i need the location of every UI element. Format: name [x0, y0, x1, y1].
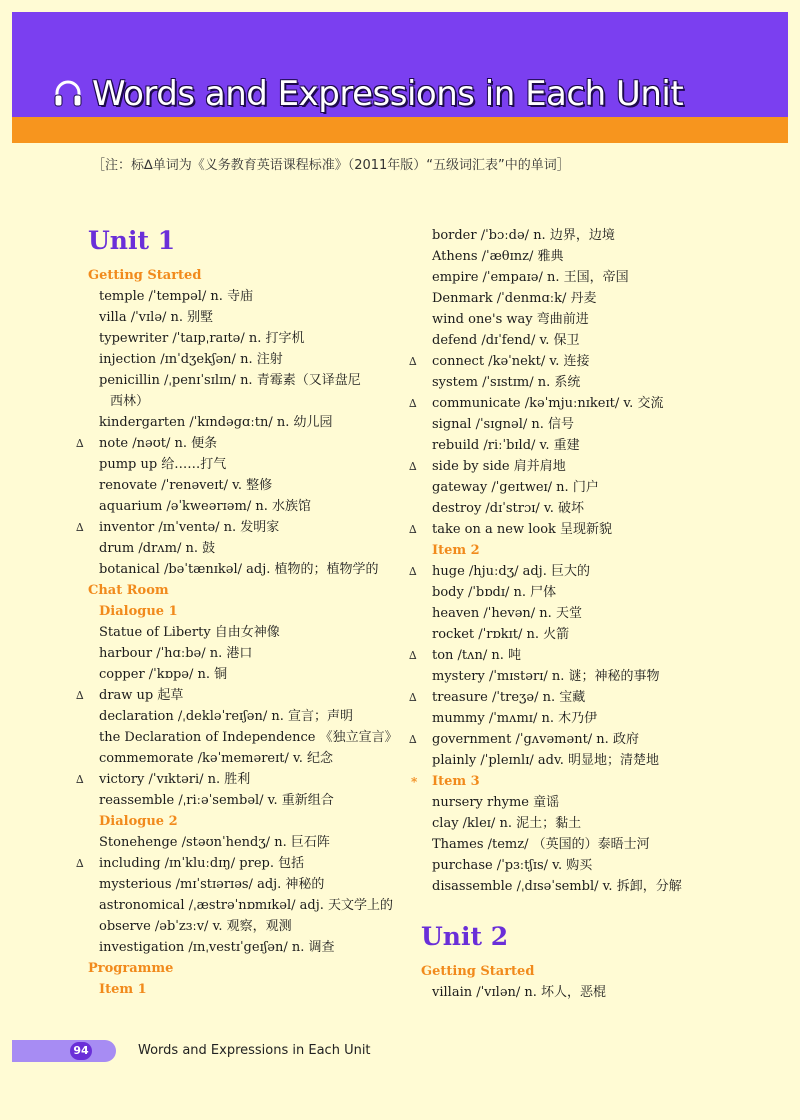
entry-text: typewriter /ˈtaɪpˌraɪtə/ n. 打字机 [99, 331, 305, 346]
entry-text: nursery rhyme 童谣 [432, 795, 560, 810]
entry-text: rocket /ˈrɒkɪt/ n. 火箭 [432, 627, 570, 642]
section-heading [421, 962, 534, 982]
entry-text: government /ˈgʌvəmənt/ n. 政府 [432, 732, 639, 747]
vocab-entry [88, 560, 379, 580]
headphones-icon [52, 78, 84, 110]
vocab-entry [88, 497, 311, 517]
vocab-entry [421, 625, 569, 645]
vocab-entry [88, 938, 334, 958]
footer-text: Words and Expressions in Each Unit [138, 1043, 371, 1058]
entry-text: the Declaration of Independence 《独立宣言》 [99, 730, 398, 745]
entry-text: kindergarten /ˈkɪndəgɑːtn/ n. 幼儿园 [99, 415, 333, 430]
vocab-entry [88, 308, 213, 328]
vocab-entry [421, 877, 682, 897]
entry-text: penicillin /ˌpenɪˈsɪlɪn/ n. 青霉素（又译盘尼 [99, 373, 361, 388]
vocab-entry [409, 457, 566, 477]
vocab-entry [88, 539, 215, 559]
triangle-mark-icon: ∆ [409, 565, 417, 578]
entry-text: ton /tʌn/ n. 吨 [432, 648, 522, 663]
triangle-mark-icon: ∆ [76, 773, 84, 786]
vocab-entry [421, 751, 659, 771]
entry-text: disassemble /ˌdɪsəˈsembl/ v. 拆卸，分解 [432, 879, 682, 894]
entry-text: Item 2 [432, 543, 480, 558]
vocab-entry [88, 875, 324, 895]
entry-text: victory /ˈvɪktəri/ n. 胜利 [99, 772, 251, 787]
entry-text: plainly /ˈpleɪnlɪ/ adv. 明显地；清楚地 [432, 753, 660, 768]
vocab-entry [88, 665, 227, 685]
vocab-entry [88, 728, 398, 748]
vocab-entry [409, 646, 522, 666]
vocab-entry [421, 583, 556, 603]
vocab-entry [88, 392, 149, 412]
entry-text: Item 3 [432, 774, 480, 789]
triangle-mark-icon: ∆ [76, 689, 84, 702]
vocab-entry [88, 329, 305, 349]
subsection-heading [88, 602, 178, 622]
vocab-entry [409, 730, 639, 750]
entry-text: Item 1 [99, 982, 147, 997]
vocab-entry [421, 373, 580, 393]
vocab-entry [88, 644, 252, 664]
triangle-mark-icon: ∆ [409, 733, 417, 746]
vocab-entry [88, 350, 283, 370]
vocab-entry [421, 814, 581, 834]
entry-text: wind one's way 弯曲前进 [432, 312, 589, 327]
vocab-entry [421, 604, 582, 624]
entry-text: Stonehenge /stəʊnˈhendʒ/ n. 巨石阵 [99, 835, 330, 850]
vocab-entry [88, 623, 280, 643]
vocab-entry [88, 455, 226, 475]
vocab-entry [76, 854, 305, 874]
entry-text: Programme [88, 961, 174, 976]
entry-text: Unit 1 [88, 226, 176, 255]
triangle-mark-icon: ∆ [76, 521, 84, 534]
entry-text: reassemble /ˌriːəˈsembəl/ v. 重新组合 [99, 793, 334, 808]
entry-text: Denmark /ˈdenmɑːk/ 丹麦 [432, 291, 597, 306]
section-heading [88, 959, 173, 979]
page-number: 94 [70, 1042, 92, 1060]
triangle-mark-icon: ∆ [409, 397, 417, 410]
entry-text: mystery /ˈmɪstərɪ/ n. 谜；神秘的事物 [432, 669, 660, 684]
section-heading [88, 266, 201, 286]
vocab-entry [421, 793, 559, 813]
vocab-entry [88, 476, 272, 496]
vocab-entry [421, 499, 584, 519]
entry-text: treasure /ˈtreʒə/ n. 宝藏 [432, 690, 586, 705]
entry-text: Dialogue 2 [99, 814, 178, 829]
triangle-mark-icon: ∆ [409, 355, 417, 368]
section-heading [88, 581, 169, 601]
entry-text: defend /dɪˈfend/ v. 保卫 [432, 333, 580, 348]
entry-text: heaven /ˈhevən/ n. 天堂 [432, 606, 582, 621]
entry-text: mummy /ˈmʌmɪ/ n. 木乃伊 [432, 711, 598, 726]
vocab-entry [88, 833, 330, 853]
entry-text: commemorate /kəˈmeməreɪt/ v. 纪念 [99, 751, 334, 766]
vocab-entry [88, 917, 292, 937]
entry-text: rebuild /riːˈbɪld/ v. 重建 [432, 438, 580, 453]
entry-text: Getting Started [421, 964, 535, 979]
entry-text: Dialogue 1 [99, 604, 178, 619]
entry-text: observe /əbˈzɜːv/ v. 观察，观测 [99, 919, 292, 934]
vocab-entry [421, 983, 606, 1003]
triangle-mark-icon: ∆ [409, 649, 417, 662]
subsection-heading [411, 772, 480, 792]
triangle-mark-icon: ∆ [76, 437, 84, 450]
entry-text: botanical /bəˈtænɪkəl/ adj. 植物的；植物学的 [99, 562, 379, 577]
entry-text: aquarium /əˈkweərɪəm/ n. 水族馆 [99, 499, 311, 514]
entry-text: connect /kəˈnekt/ v. 连接 [432, 354, 590, 369]
entry-text: including /ɪnˈkluːdɪŋ/ prep. 包括 [99, 856, 305, 871]
entry-text: gateway /ˈgeɪtweɪ/ n. 门户 [432, 480, 599, 495]
star-mark-icon: * [411, 775, 418, 789]
header-stripe [12, 117, 788, 143]
entry-text: draw up 起草 [99, 688, 184, 703]
entry-text: system /ˈsɪstɪm/ n. 系统 [432, 375, 581, 390]
vocab-entry [76, 770, 251, 790]
vocab-entry [409, 688, 586, 708]
subsection-heading [421, 541, 480, 561]
vocab-entry [421, 268, 629, 288]
entry-text: border /ˈbɔːdə/ n. 边界，边境 [432, 228, 615, 243]
entry-text: side by side 肩并肩地 [432, 459, 566, 474]
footer-bar [12, 1040, 116, 1062]
entry-text: inventor /ɪnˈventə/ n. 发明家 [99, 520, 280, 535]
entry-text: drum /drʌm/ n. 鼓 [99, 541, 216, 556]
triangle-mark-icon: ∆ [76, 857, 84, 870]
entry-text: purchase /ˈpɜːtʃɪs/ v. 购买 [432, 858, 593, 873]
vocab-entry [88, 371, 361, 391]
vocab-entry [88, 749, 333, 769]
page-title: Words and Expressions in Each Unit [92, 74, 684, 114]
entry-text: huge /hjuːdʒ/ adj. 巨大的 [432, 564, 590, 579]
vocab-entry [76, 686, 184, 706]
entry-text: villain /ˈvɪlən/ n. 坏人，恶棍 [432, 985, 607, 1000]
entry-text: renovate /ˈrenəveɪt/ v. 整修 [99, 478, 273, 493]
vocab-entry [421, 478, 599, 498]
vocab-entry [88, 791, 334, 811]
vocab-entry [88, 413, 333, 433]
entry-text: Athens /ˈæθɪnz/ 雅典 [432, 249, 564, 264]
vocab-entry [421, 667, 660, 687]
entry-text: pump up 给……打气 [99, 457, 227, 472]
vocab-entry [76, 434, 218, 454]
title-block [52, 70, 683, 118]
unit-heading [88, 226, 175, 255]
entry-text: villa /ˈvɪlə/ n. 别墅 [99, 310, 214, 325]
vocab-entry [421, 247, 564, 267]
entry-text: note /nəʊt/ n. 便条 [99, 436, 218, 451]
entry-text: investigation /ɪnˌvestɪˈgeɪʃən/ n. 调查 [99, 940, 335, 955]
triangle-mark-icon: ∆ [409, 460, 417, 473]
entry-text: Thames /temz/ （英国的）泰晤士河 [432, 837, 650, 852]
entry-text: clay /kleɪ/ n. 泥土；黏土 [432, 816, 582, 831]
vocab-entry [88, 707, 353, 727]
entry-text: 西林） [110, 394, 150, 409]
entry-text: harbour /ˈhɑːbə/ n. 港口 [99, 646, 253, 661]
vocab-entry [409, 520, 613, 540]
entry-text: declaration /ˌdekləˈreɪʃən/ n. 宣言；声明 [99, 709, 353, 724]
entry-text: Chat Room [88, 583, 169, 598]
triangle-mark-icon: ∆ [409, 523, 417, 536]
triangle-mark-icon: ∆ [409, 691, 417, 704]
vocab-entry [421, 226, 615, 246]
vocab-entry [409, 394, 664, 414]
vocab-entry [88, 287, 253, 307]
vocab-entry [421, 310, 589, 330]
entry-text: empire /ˈempaɪə/ n. 王国，帝国 [432, 270, 629, 285]
entry-text: communicate /kəˈmjuːnɪkeɪt/ v. 交流 [432, 396, 664, 411]
vocab-entry [421, 436, 580, 456]
entry-text: Statue of Liberty 自由女神像 [99, 625, 280, 640]
entry-text: temple /ˈtempəl/ n. 寺庙 [99, 289, 254, 304]
subsection-heading [88, 980, 147, 1000]
entry-text: astronomical /ˌæstrəˈnɒmɪkəl/ adj. 天文学上的 [99, 898, 394, 913]
vocab-entry [421, 835, 650, 855]
vocab-entry [409, 352, 590, 372]
vocab-entry [421, 415, 574, 435]
vocab-entry [88, 896, 393, 916]
vocab-entry [421, 331, 580, 351]
entry-text: injection /ɪnˈdʒekʃən/ n. 注射 [99, 352, 283, 367]
note-text: ［注：标∆单词为《义务教育英语课程标准》（2011年版）“五级词汇表”中的单词］ [92, 158, 570, 173]
entry-text: Unit 2 [421, 922, 509, 951]
vocab-entry [421, 709, 597, 729]
vocab-entry [76, 518, 280, 538]
entry-text: take on a new look 呈现新貌 [432, 522, 613, 537]
unit-heading [421, 922, 508, 951]
vocab-entry [409, 562, 590, 582]
vocab-entry [421, 856, 592, 876]
vocab-entry [421, 289, 597, 309]
entry-text: copper /ˈkɒpə/ n. 铜 [99, 667, 228, 682]
entry-text: Getting Started [88, 268, 202, 283]
entry-text: mysterious /mɪˈstɪərɪəs/ adj. 神秘的 [99, 877, 325, 892]
subsection-heading [88, 812, 178, 832]
entry-text: destroy /dɪˈstrɔɪ/ v. 破坏 [432, 501, 584, 516]
entry-text: signal /ˈsɪgnəl/ n. 信号 [432, 417, 575, 432]
entry-text: body /ˈbɒdɪ/ n. 尸体 [432, 585, 557, 600]
